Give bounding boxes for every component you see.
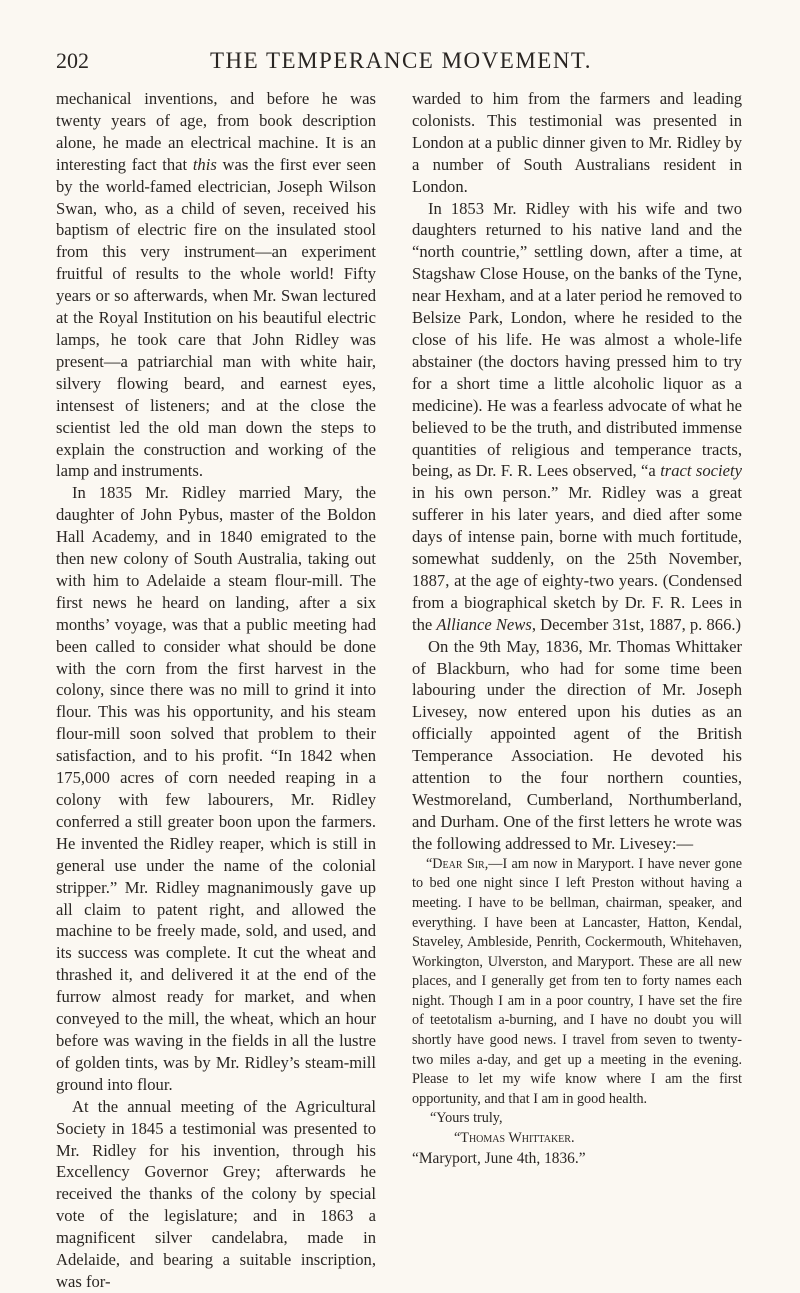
text-run: was the first ever seen by the world-famed electrician, Joseph Wilson Swan, who, as a child of seven, received his baptism of electric fire on the insulated stool from this very instrument—an experiment fruitful of results to the whole world! Fifty years or so afterwards, when Mr. Swan lectured at the Royal Institution on his beautiful electric lamps, he took care that John Ridley was present—a patriarchial man with white hair, silvery flowing beard, and earnest eyes, intensest of listeners; and at the close the scientist led the old man down the steps to explain the construction and working of the lamp and instruments.: [56, 154, 376, 481]
emphasis: this: [192, 154, 217, 174]
right-column: [412, 88, 742, 1168]
text-run: —I am now in Maryport. I have never gone to bed one night since I left Preston without having a meeting. I have to be bellman, chairman, speaker, and everything. I have been at Lancaster, Hatton, Kendal, Staveley, Ambleside, Penrith, Cockermouth, Whitehaven, Workington, Ulverston, and Maryport. These are all new places, and I generally get from ten to forty names each night. Though I am in a poor country, I have set the fire of teetotalism a-burning, and I have no doubt you will shortly have good news. I travel from seven to twenty-two miles a-day, and get up a meeting in the evening. Please to let my wife know where I am the first opportunity, and that I am in good health.: [412, 855, 743, 1107]
paragraph: warded to him from the farmers and leading colonists. This testimonial was presented in London at a public dinner given to Mr. Ridley by a number of South Australians resident in London.: [412, 89, 742, 196]
emphasis: tract society: [660, 461, 743, 481]
paragraph: [56, 88, 376, 482]
quoted-letter: [412, 855, 742, 1169]
paragraph: On the 9th May, 1836, Mr. Thomas Whittaker of Blackburn, who had for some time been labouring under the direction of Mr. Joseph Livesey, now entered upon his duties as an officially appointed agent of the British Temperance Association. He devoted his attention to the four northern counties, Westmoreland, Cumberland, Northumberland, and Durham. One of the first letters he wrote was the following addressed to Mr. Livesey:—: [412, 636, 742, 853]
text-run: in his own person.” Mr. Ridley was a great sufferer in his later years, and died after some days of intense pain, borne with much fortitude, somewhat suddenly, on the 25th November, 1887, at the age of eighty-two years. (Condensed from a biographical sketch by Dr. F. R. Lees in the: [412, 483, 742, 634]
letter-body: [412, 855, 742, 1110]
left-column: [56, 88, 376, 1293]
running-title: THE TEMPERANCE MOVEMENT.: [209, 48, 593, 73]
emphasis: Alliance News: [436, 614, 532, 634]
text-run: In 1853 Mr. Ridley with his wife and two daughters returned to his native land and the “north countrie,” settling down, after a time, at Stagshaw Close House, on the banks of the Tyne, near Hexham, and at a later period he removed to Belsize Park, London, where he resided to the close of his life. He was almost a whole-life abstainer (the doctors having pressed him to try for a short time a little alcoholic liquor as a medicine). He was a fearless advocate of what he believed to be the truth, and distributed immense quantities of religious and temperance tracts, being, as Dr. F. R. Lees observed, “a: [412, 198, 742, 481]
page-number: 202: [56, 48, 89, 73]
paragraph: In 1835 Mr. Ridley married Mary, the daughter of John Pybus, master of the Boldon Hall Academy, and in 1840 emigrated to the then new colony of South Australia, taking out with him to Adelaide a steam flour-mill. The first news he heard on landing, after a six months’ voyage, was that a public meeting had been called to consider what should be done with the corn from the first harvest in the colony, since there was no mill to grind it into flour. This was his opportunity, and his steam flour-mill soon solved that problem to their satisfaction, and to his profit. “In 1842 when 175,000 acres of corn needed reaping in a colony with few labourers, Mr. Ridley conferred a still greater boon upon the farmers. He invented the Ridley reaper, which is still in general use under the name of the colonial stripper.” Mr. Ridley magnanimously gave up all claim to patent right, and allowed the machine to be freely made, sold, and used, and its success was complete. It cut the wheat and thrashed it, and delivered it at the end of the furrow almost ready for market, and when conveyed to the mill, the wheat, which an hour before was waving in the fields in all the lustre of golden tints, was by Mr. Ridley’s steam-mill ground into flour.: [56, 483, 376, 1094]
text-run: mechanical inventions, and before he was twenty years of age, from book description alone, he made an electrical machine. It is an interesting fact that: [56, 89, 376, 174]
page-header: [56, 48, 746, 78]
text-run: , December 31st, 1887, p. 866.): [531, 614, 742, 634]
paragraph: At the annual meeting of the Agricultural Society in 1845 a testimonial was presented to Mr. Ridley for his invention, through his Excellency Governor Grey; afterwards he received the thanks of the colony by special vote of the legislature; and in 1863 a magnificent silver candelabra, made in Adelaide, and bearing a suitable inscription, was for-: [56, 1096, 376, 1291]
letter-dateline: “Maryport, June 4th, 1836.”: [412, 1149, 586, 1167]
letter-salutation: “Dear Sir,: [426, 855, 489, 872]
letter-closing: “Yours truly,: [430, 1110, 503, 1127]
paragraph: [412, 198, 742, 636]
letter-signature: “Thomas Whittaker.: [454, 1130, 575, 1147]
